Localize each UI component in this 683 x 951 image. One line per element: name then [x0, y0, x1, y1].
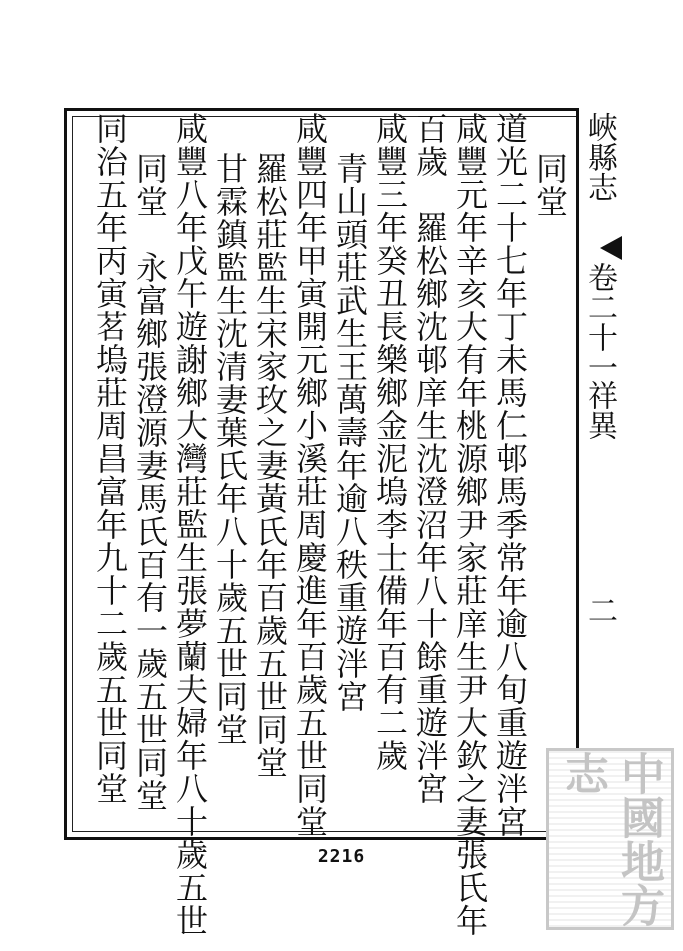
volume-label: 卷二十一: [582, 262, 617, 382]
margin-rule: [576, 108, 579, 840]
leaf-number: 二: [582, 595, 617, 625]
text-column: 咸豐元年辛亥大有年桃源鄉尹家莊庠生尹大欽之妻張氏年: [451, 112, 489, 937]
text-column: 同堂 永富鄉張澄源妻馬氏百有一歲五世同堂: [131, 152, 169, 812]
text-column: 同堂: [531, 152, 569, 218]
book-title: 峽縣志: [582, 112, 617, 202]
seal-text: 中國地方志: [557, 751, 664, 927]
text-column: 羅松莊監生宋家玫之妻黃氏年百歲五世同堂: [251, 152, 289, 779]
text-column: 甘霖鎮監生沈清妻葉氏年八十歲五世同堂: [211, 152, 249, 746]
text-column: 咸豐三年癸丑長樂鄉金泥塢李士備年百有二歲: [371, 112, 409, 772]
text-column: 青山頭莊武生王萬壽年逾八秩重遊泮宮: [331, 152, 369, 713]
section-label: 祥異: [582, 380, 617, 440]
library-seal-stamp: [546, 748, 674, 930]
text-column: 道光二十七年丁未馬仁邨馬季常年逾八旬重遊泮宮: [491, 112, 529, 838]
text-column: 百歲 羅松鄉沈邨庠生沈澄沼年八十餘重遊泮宮: [411, 112, 449, 805]
text-column: 咸豐八年戊午遊謝鄉大灣莊監生張夢蘭夫婦年八十歲五世: [171, 112, 209, 937]
fish-tail-mark-icon: [578, 236, 622, 260]
page-number: 2216: [317, 846, 366, 867]
text-column: 咸豐四年甲寅開元鄉小溪莊周慶進年百歲五世同堂: [291, 112, 329, 838]
text-column: 同治五年丙寅茗塢莊周昌富年九十二歲五世同堂: [91, 112, 129, 805]
